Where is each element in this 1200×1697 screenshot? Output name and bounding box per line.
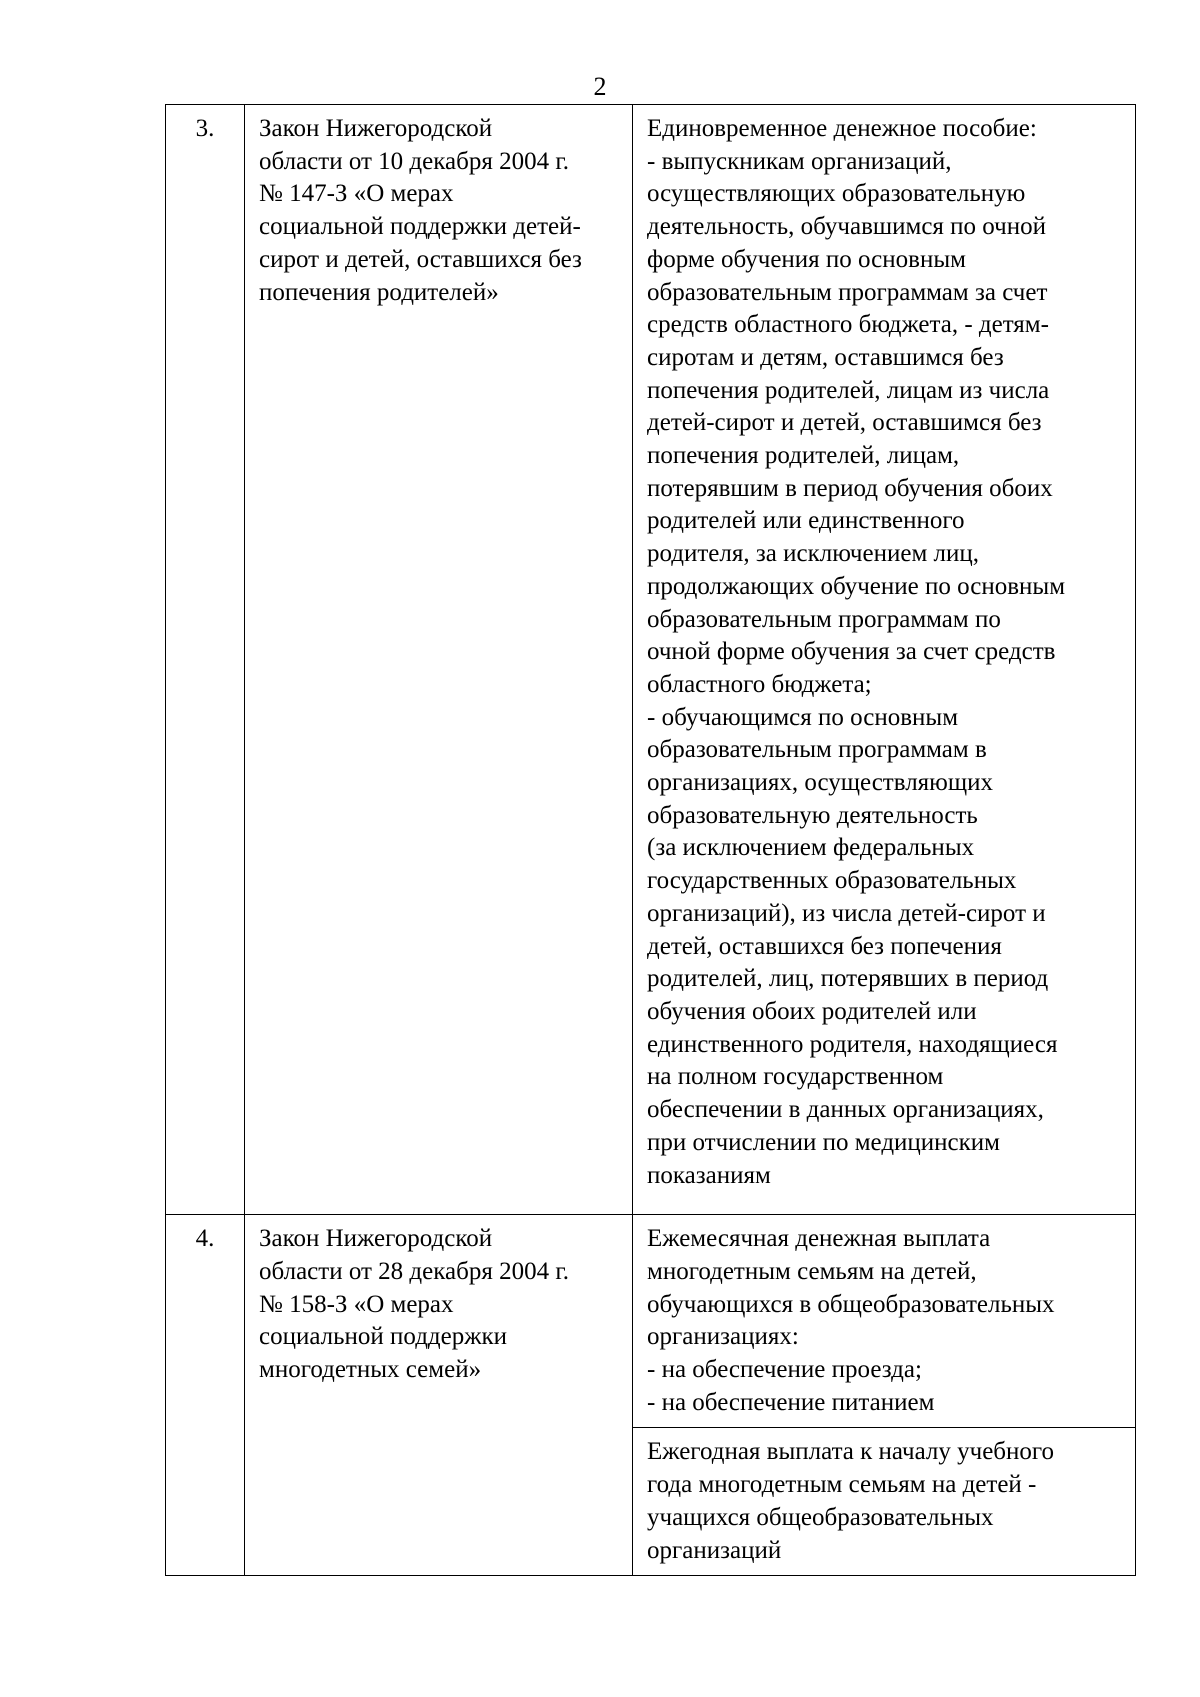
- measure-line: сиротам и детям, оставшимся без: [647, 343, 1004, 371]
- measure-line: единственного родителя, находящиеся: [647, 1030, 1058, 1058]
- measure-line: детей-сирот и детей, оставшимся без: [647, 409, 1042, 437]
- measure-line: организаций), из числа детей-сирот и: [647, 899, 1046, 927]
- law-line: социальной поддержки: [259, 1323, 508, 1351]
- law-line: № 158-З «О мерах: [259, 1290, 454, 1318]
- measure-line: попечения родителей, лицам,: [647, 442, 960, 470]
- measure-line: областного бюджета;: [647, 670, 872, 698]
- law-line: № 147-З «О мерах: [259, 180, 454, 208]
- measure-line: образовательным программам по: [647, 605, 1001, 633]
- measure-line: организациях:: [647, 1323, 799, 1351]
- measure-line: на полном государственном: [647, 1063, 944, 1091]
- measure-line: Ежемесячная денежная выплата: [647, 1225, 991, 1253]
- law-cell: [245, 1215, 633, 1576]
- measure-line: - на обеспечение проезда;: [647, 1356, 922, 1384]
- measure-line: - на обеспечение питанием: [647, 1388, 935, 1416]
- measure-line: потерявшим в период обучения обоих: [647, 474, 1053, 502]
- measure-line: показаниям: [647, 1161, 771, 1189]
- page-number: 2: [593, 72, 607, 101]
- measure-line: детей, оставшихся без попечения: [647, 932, 1002, 960]
- measure-line: деятельность, обучавшимся по очной: [647, 213, 1046, 241]
- law-line: попечения родителей»: [259, 278, 499, 306]
- measure-line: многодетным семьям на детей,: [647, 1257, 977, 1285]
- measure-line: образовательным программам в: [647, 736, 987, 764]
- measure-line: - обучающимся по основным: [647, 703, 959, 731]
- measure-cell: [633, 105, 1136, 1215]
- measure-line: родителей, лиц, потерявших в период: [647, 965, 1049, 993]
- measure-line: продолжающих обучение по основным: [647, 572, 1066, 600]
- law-line: области от 28 декабря 2004 г.: [259, 1257, 569, 1285]
- measure-line: очной форме обучения за счет средств: [647, 638, 1056, 666]
- measure-line: образовательным программам за счет: [647, 278, 1048, 306]
- measure-line: обучающихся в общеобразовательных: [647, 1290, 1055, 1318]
- measure-line: обучения обоих родителей или: [647, 997, 977, 1025]
- table-row: [166, 105, 1136, 1215]
- measure-line: родителя, за исключением лиц,: [647, 540, 979, 568]
- measure-line: родителей или единственного: [647, 507, 965, 535]
- benefits-table: [165, 104, 1136, 1576]
- law-line: сирот и детей, оставшихся без: [259, 245, 582, 273]
- measure-line: государственных образовательных: [647, 867, 1017, 895]
- measure-line: Единовременное денежное пособие:: [647, 115, 1037, 142]
- measure-line: обеспечении в данных организациях,: [647, 1096, 1044, 1124]
- law-line: Закон Нижегородской: [259, 1225, 493, 1253]
- measure-line: при отчислении по медицинским: [647, 1128, 1001, 1156]
- measure-line: организациях, осуществляющих: [647, 769, 993, 797]
- measure-line: осуществляющих образовательную: [647, 180, 1026, 208]
- law-line: многодетных семей»: [259, 1356, 482, 1384]
- law-line: области от 10 декабря 2004 г.: [259, 147, 569, 175]
- measure-line: попечения родителей, лицам из числа: [647, 376, 1050, 404]
- measure-line: средств областного бюджета, - детям-: [647, 311, 1049, 339]
- measure-line: учащихся общеобразовательных: [647, 1503, 994, 1531]
- measure-cell: [633, 1215, 1136, 1428]
- measure-line: организаций: [647, 1536, 782, 1564]
- measure-line: Ежегодная выплата к началу учебного: [647, 1438, 1055, 1466]
- law-line: Закон Нижегородской: [259, 115, 493, 142]
- measure-line: года многодетным семьям на детей -: [647, 1471, 1037, 1499]
- row-number: 3.: [166, 105, 245, 1215]
- measure-line: (за исключением федеральных: [647, 834, 975, 862]
- measure-cell: [633, 1428, 1136, 1576]
- measure-line: образовательную деятельность: [647, 801, 978, 829]
- row-number: 4.: [166, 1215, 245, 1576]
- law-line: социальной поддержки детей-: [259, 213, 581, 241]
- measure-line: - выпускникам организаций,: [647, 147, 952, 175]
- measure-line: форме обучения по основным: [647, 245, 966, 273]
- table-row: [166, 1215, 1136, 1428]
- law-cell: [245, 105, 633, 1215]
